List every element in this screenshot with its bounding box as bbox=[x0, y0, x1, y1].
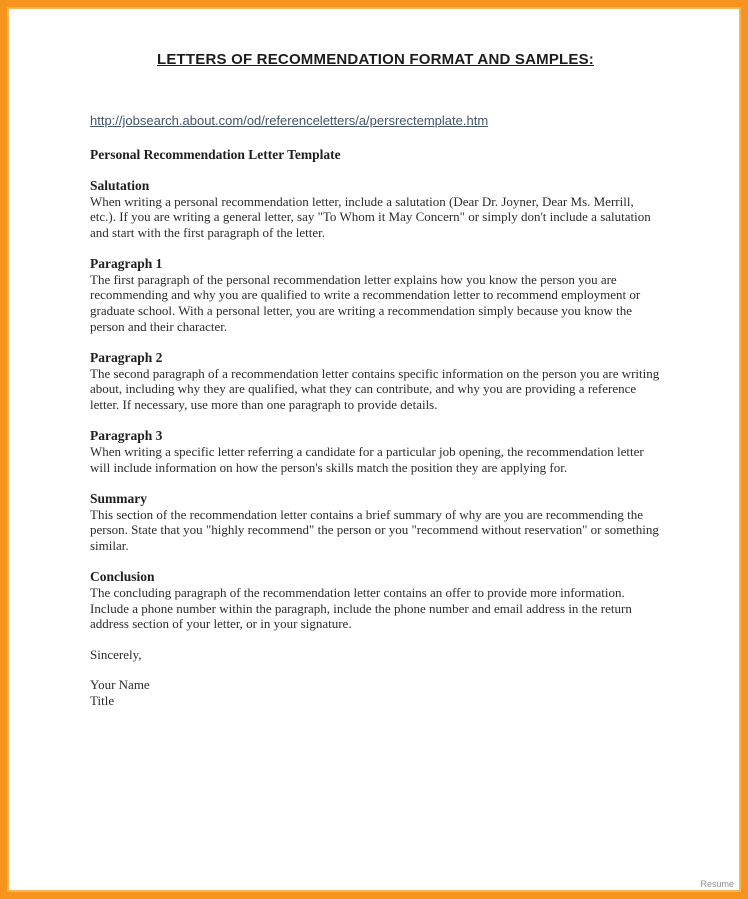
section-body: The second paragraph of a recommendation letter contains specific information on the person you are writing about, including why they are qualified, what they can contribute, and why you are providing a reference letter. If necessary, use more than one paragraph to provide details. bbox=[90, 365, 660, 412]
section-heading: Salutation bbox=[90, 178, 150, 193]
section-heading: Summary bbox=[90, 491, 147, 507]
section-heading: Conclusion bbox=[90, 569, 155, 585]
source-link[interactable]: http://jobsearch.about.com/od/referenceletters/a/persrectemplate.htm bbox=[90, 113, 489, 128]
section-heading: Paragraph 3 bbox=[90, 428, 163, 444]
section-salutation bbox=[90, 178, 661, 240]
section-paragraph-2 bbox=[90, 350, 661, 412]
closing-title: Title bbox=[90, 692, 115, 708]
section-paragraph-3 bbox=[90, 428, 661, 475]
section-body: When writing a personal recommendation letter, include a salutation (Dear Dr. Joyner, Dear Ms. Merrill, etc.). If you are writing a general letter, say "To Whom it May Concern" or simply don't include a salutation and start with the first paragraph of the letter. bbox=[90, 193, 651, 240]
resume-watermark: Resume bbox=[700, 879, 734, 889]
closing-valediction: Sincerely, bbox=[90, 646, 142, 662]
section-heading: Paragraph 2 bbox=[90, 350, 163, 366]
closing-block bbox=[90, 647, 661, 709]
section-heading: Paragraph 1 bbox=[90, 256, 163, 272]
section-body: When writing a specific letter referring a candidate for a particular job opening, the recommendation letter will include information on how the person's skills match the position they are applying for. bbox=[90, 443, 644, 475]
section-body: The concluding paragraph of the recommendation letter contains an offer to provide more information. Include a phone number within the paragraph, include the phone number and email address in the return address section of your letter, or in your signature. bbox=[90, 584, 632, 632]
document-subtitle: Personal Recommendation Letter Template bbox=[90, 147, 341, 162]
page-title: LETTERS OF RECOMMENDATION FORMAT AND SAMPLES: bbox=[156, 51, 595, 68]
section-summary bbox=[90, 491, 661, 553]
document-page bbox=[9, 9, 739, 890]
section-paragraph-1 bbox=[90, 256, 661, 334]
section-conclusion bbox=[90, 569, 661, 631]
closing-name: Your Name bbox=[90, 677, 150, 693]
source-link-row bbox=[90, 113, 661, 129]
section-body: The first paragraph of the personal recommendation letter explains how you know the person you are recommending and why you are qualified to write a recommendation letter to recommend employment or graduate school. With a personal letter, you are writing a recommendation simply because you know the person and their character. bbox=[90, 271, 641, 334]
section-body: This section of the recommendation letter contains a brief summary of why are you are recommending the person. State that you "highly recommend" the person or you "recommend without reservation" or something similar. bbox=[90, 506, 659, 553]
